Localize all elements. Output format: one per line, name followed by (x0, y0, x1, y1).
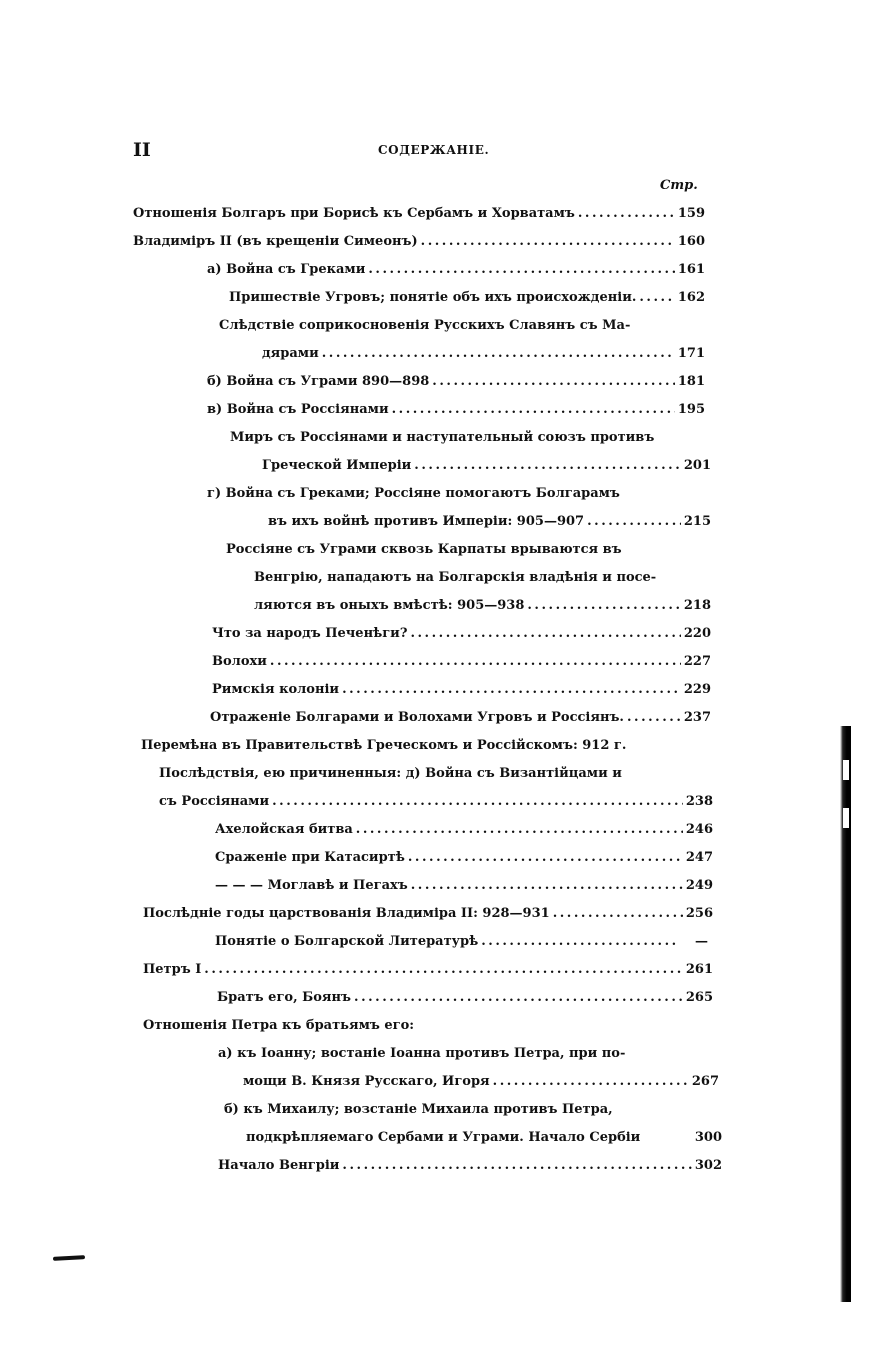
toc-entry-page: 237 (683, 710, 711, 725)
toc-entry (207, 400, 705, 420)
toc-entry-page: 302 (694, 1158, 722, 1173)
toc-entry-page: 218 (683, 598, 711, 613)
leader-dots (627, 708, 681, 728)
leader-dots (578, 204, 675, 224)
toc-entry (243, 1072, 719, 1092)
toc-entry (207, 260, 705, 280)
toc-entry-page: 300 (694, 1130, 722, 1145)
toc-entry-page: 261 (685, 962, 713, 977)
toc-entry (218, 1156, 722, 1176)
toc-entry-text: ляются въ оныхъ вмѣстѣ: 905—938 (254, 598, 525, 613)
toc-entry-page: 201 (683, 458, 711, 473)
page-number: II (133, 139, 151, 161)
toc-entry-text: Начало Венгріи (218, 1158, 340, 1173)
leader-dots (368, 260, 674, 280)
toc-entry-text: Пришествіе Угровъ; понятіе объ ихъ происхожденіи. (229, 290, 637, 305)
toc-entry-page: 229 (683, 682, 711, 697)
toc-entry (212, 680, 711, 700)
leader-dots (414, 456, 681, 476)
toc-entry-text: Владиміръ II (въ крещеніи Симеонъ) (133, 234, 418, 249)
toc-entry-page: 215 (683, 514, 711, 529)
leader-dots (392, 400, 675, 420)
toc-entry (229, 288, 705, 308)
toc-entry-text: Ахелойская битва (215, 822, 353, 837)
toc-entry-page: 162 (677, 290, 705, 305)
leader-dots (493, 1072, 689, 1092)
toc-entry-text: Россіяне съ Уграми сквозь Карпаты врываются въ (226, 542, 622, 557)
toc-entry (212, 624, 711, 644)
toc-entry-text: Слѣдствіе соприкосновенія Русскихъ Славянъ съ Ма- (219, 318, 631, 333)
toc-entry-text: — — — Моглавѣ и Пегахъ (215, 878, 408, 893)
leader-dots (354, 988, 683, 1008)
toc-entry (217, 988, 713, 1008)
leader-dots (356, 820, 683, 840)
leader-dots (272, 792, 683, 812)
toc-entry-page: 181 (677, 374, 705, 389)
toc-entry-text: дярами (262, 346, 319, 361)
leader-dots (408, 848, 683, 868)
toc-entry (215, 932, 708, 952)
binding-gap (843, 760, 849, 780)
toc-entry-page: 161 (677, 262, 705, 277)
toc-entry (143, 960, 713, 980)
toc-entry-text: б) Война съ Уграми 890—898 (207, 374, 430, 389)
leader-dots (587, 512, 681, 532)
toc-entry-text: Отношенія Болгаръ при Борисѣ къ Сербамъ и Хорватамъ (133, 206, 575, 221)
leader-dots (342, 680, 681, 700)
toc-entry-text: в) Война съ Россіянами (207, 402, 389, 417)
leader-dots (481, 932, 679, 952)
toc-entry (268, 512, 711, 532)
toc-entry-text: Послѣдніе годы царствованія Владиміра II: 928—931 (143, 906, 550, 921)
toc-entry-text: Волохи (212, 654, 267, 669)
toc-entry-text: Перемѣна въ Правительствѣ Греческомъ и Россійскомъ: 912 г. (141, 738, 627, 753)
toc-entry-page: 171 (677, 346, 705, 361)
toc-entry-text: а) Война съ Греками (207, 262, 366, 277)
toc-entry-text: Отношенія Петра къ братьямъ его: (143, 1018, 415, 1033)
toc-entry-text: въ ихъ войнѣ противъ Имперіи: 905—907 (268, 514, 585, 529)
toc-entry-page: 220 (683, 626, 711, 641)
leader-dots (410, 624, 680, 644)
toc-entry-text: Петръ I (143, 962, 202, 977)
toc-entry-text: Братъ его, Боянъ (217, 990, 352, 1005)
leader-dots (322, 344, 675, 364)
leader-dots (553, 904, 683, 924)
page-column-label: Стр. (660, 178, 698, 193)
toc-entry-text: г) Война съ Греками; Россіяне помогаютъ Болгарамъ (207, 486, 620, 501)
toc-entry-page: 195 (677, 402, 705, 417)
leader-dots (639, 288, 674, 308)
toc-entry-page: 246 (685, 822, 713, 837)
toc-entry (207, 372, 705, 392)
toc-entry (215, 876, 713, 896)
toc-entry (262, 456, 711, 476)
binding-gap (843, 808, 849, 828)
toc-entry (212, 652, 711, 672)
toc-entry-page: 247 (685, 850, 713, 865)
toc-entry (215, 848, 713, 868)
toc-entry-text: подкрѣпляемаго Сербами и Уграми. Начало Сербіи (246, 1130, 641, 1145)
toc-entry-text: б) къ Михаилу; возстаніе Михаила противъ Петра, (224, 1102, 613, 1117)
toc-entry-text: съ Россіянами (159, 794, 270, 809)
toc-entry-text: а) къ Іоанну; востаніе Іоанна противъ Петра, при по- (218, 1046, 626, 1061)
leader-dots (342, 1156, 691, 1176)
toc-entry-text: Греческой Имперіи (262, 458, 412, 473)
toc-entry (215, 820, 713, 840)
toc-entry-text: Сраженіе при Катасиртѣ (215, 850, 405, 865)
ink-smudge (53, 1255, 85, 1261)
toc-entry (159, 792, 713, 812)
toc-entry-page: 267 (691, 1074, 719, 1089)
toc-entry-text: Римскія колоніи (212, 682, 340, 697)
toc-entry-text: Понятіе о Болгарской Литературѣ (215, 934, 479, 949)
toc-entry-page: 160 (677, 234, 705, 249)
toc-entry-page: 265 (685, 990, 713, 1005)
toc-entry (143, 904, 713, 924)
leader-dots (432, 372, 675, 392)
toc-entry (254, 596, 711, 616)
leader-dots (527, 596, 680, 616)
toc-entry (210, 708, 711, 728)
toc-entry-page: 256 (685, 906, 713, 921)
toc-entry (133, 204, 705, 224)
toc-entry-page: 227 (683, 654, 711, 669)
toc-entry-page: 238 (685, 794, 713, 809)
toc-entry-text: мощи В. Князя Русскаго, Игоря (243, 1074, 490, 1089)
toc-entry-text: Отраженіе Болгарами и Волохами Угровъ и Россіянъ. (210, 710, 624, 725)
toc-entry-page: 249 (685, 878, 713, 893)
leader-dots (270, 652, 681, 672)
page-title: СОДЕРЖАНІЕ. (378, 143, 490, 157)
toc-entry-page: 159 (677, 206, 705, 221)
toc-entry (133, 232, 705, 252)
toc-entry-text: Венгрію, нападаютъ на Болгарскія владѣнія и посе- (254, 570, 657, 585)
toc-entry-text: Что за народъ Печенѣги? (212, 626, 408, 641)
toc-entry-page: — (695, 934, 708, 949)
toc-entry-text: Послѣдствія, ею причиненныя: д) Война съ Византійцами и (159, 766, 622, 781)
leader-dots (421, 232, 675, 252)
toc-entry-text: Миръ съ Россіянами и наступательный союзъ противъ (230, 430, 655, 445)
leader-dots (411, 876, 683, 896)
leader-dots (204, 960, 683, 980)
toc-entry (262, 344, 705, 364)
toc-entry (246, 1128, 722, 1148)
